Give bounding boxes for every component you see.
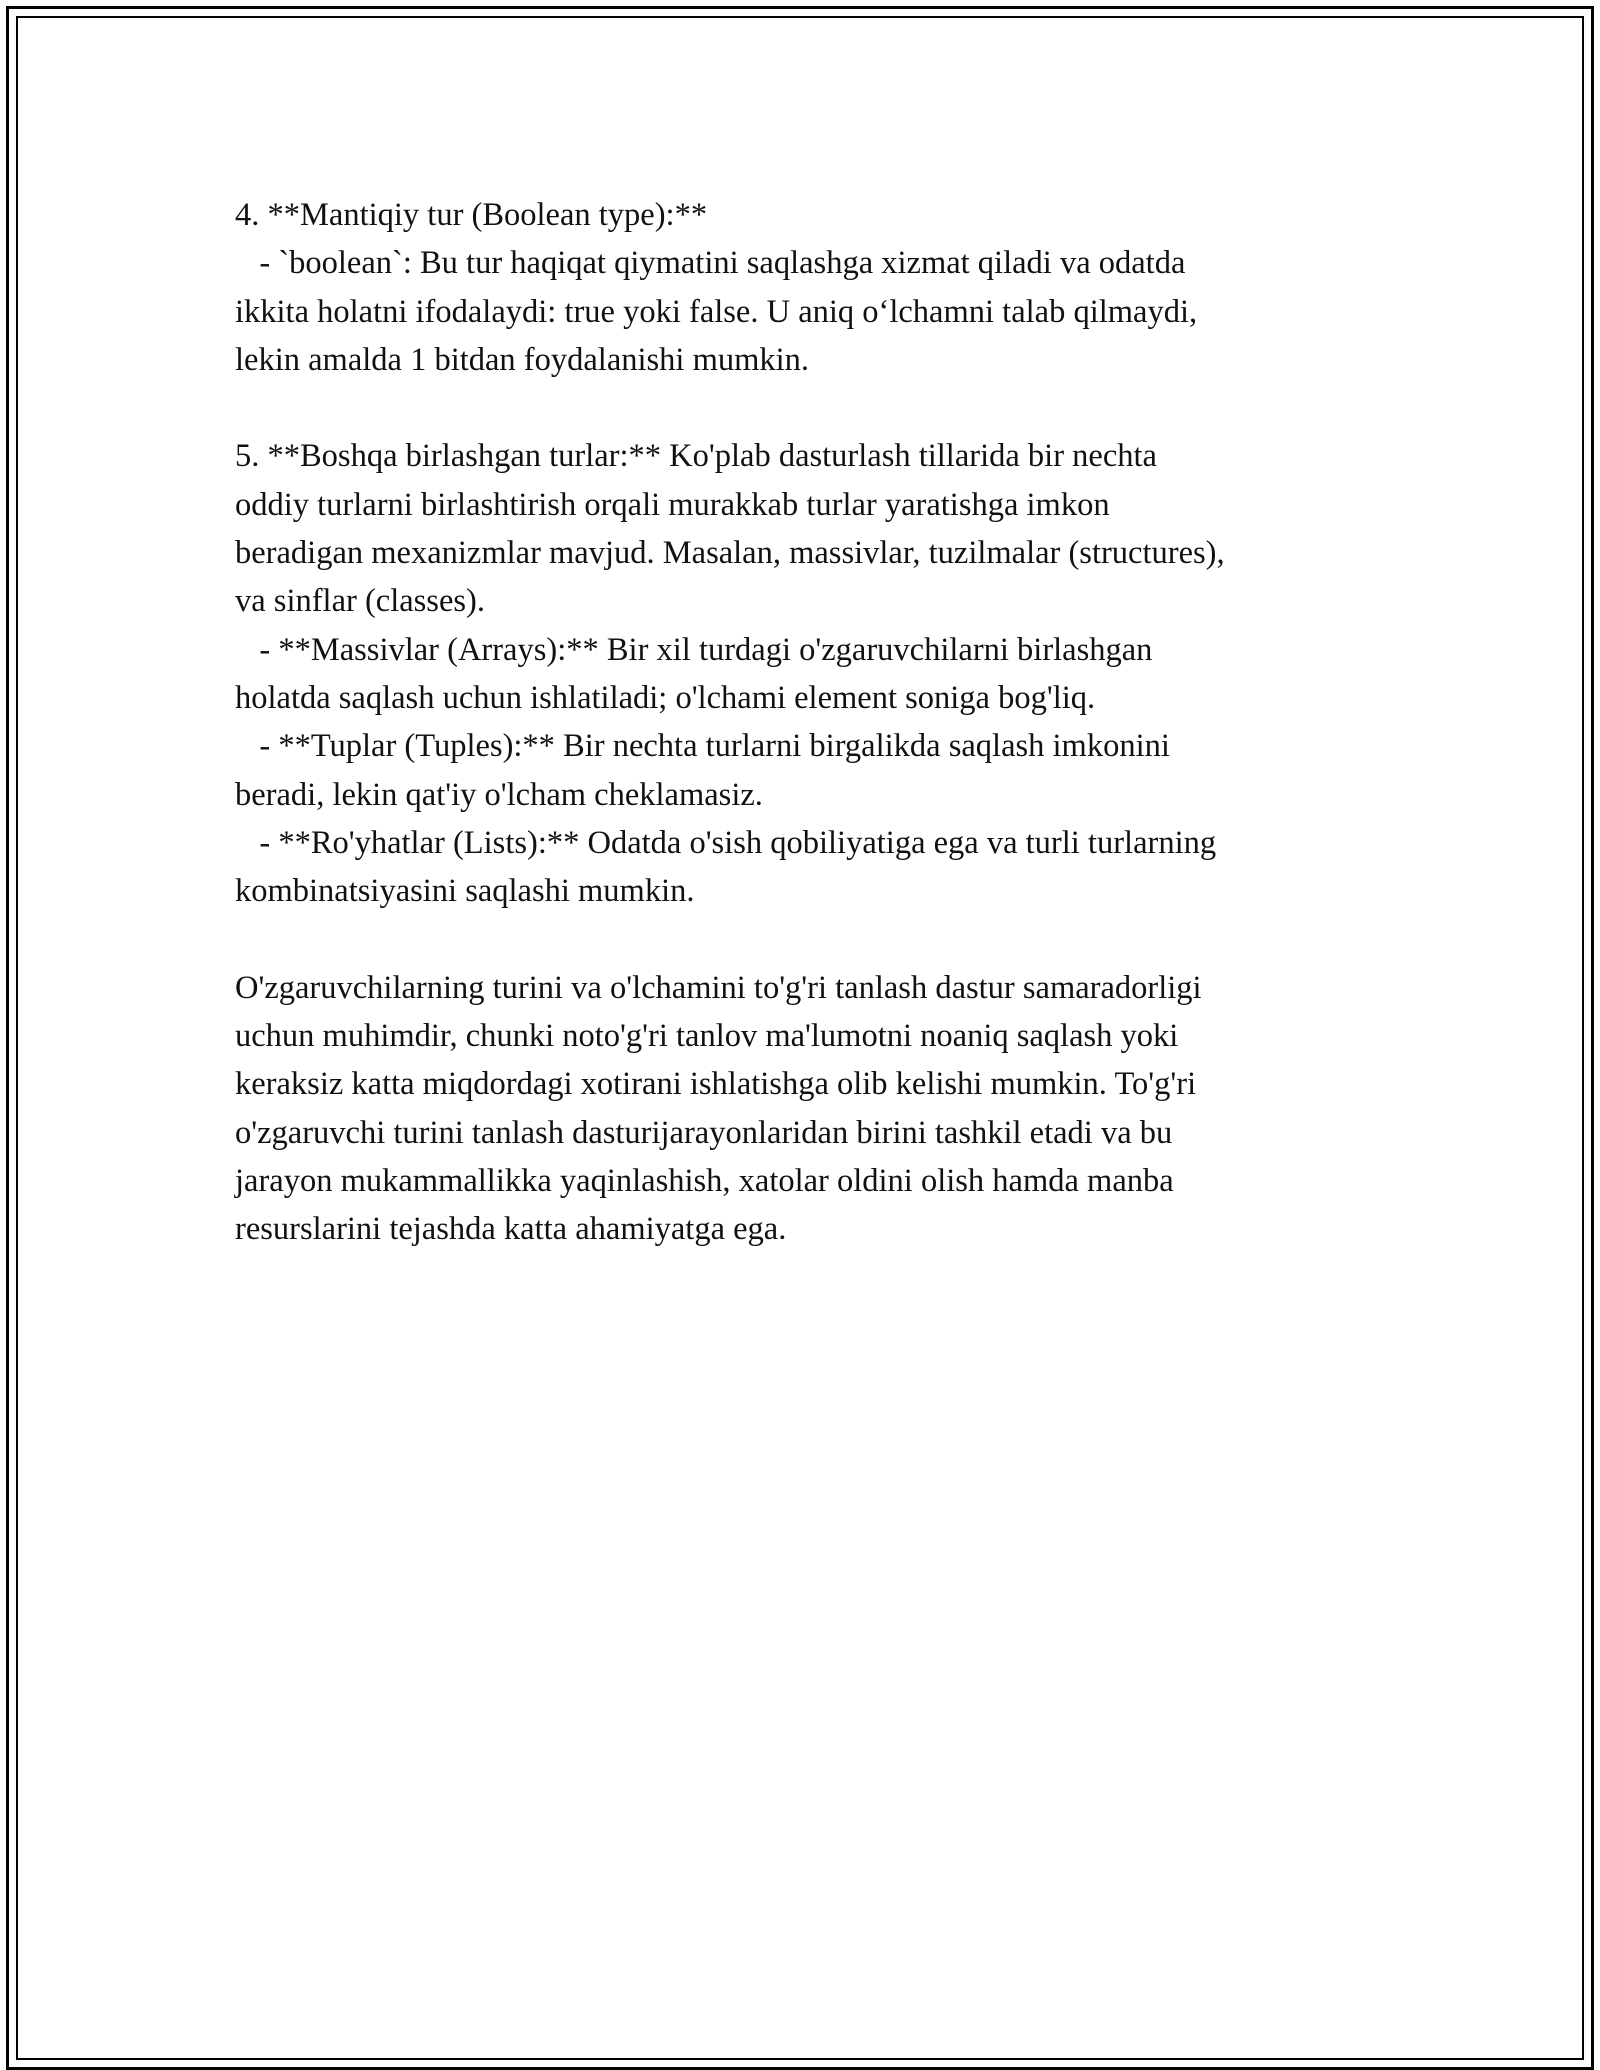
- paragraph-line: beradigan mexanizmlar mavjud. Masalan, massivlar, tuzilmalar (structures),: [235, 535, 1225, 572]
- paragraph-line: beradi, lekin qat'iy o'lcham cheklamasiz.: [235, 776, 763, 813]
- paragraph-line: holatda saqlash uchun ishlatiladi; o'lchami element soniga bog'liq.: [235, 679, 1096, 716]
- list-item-arrays: - **Massivlar (Arrays):** Bir xil turdagi o'zgaruvchilarni birlashgan: [235, 631, 1153, 668]
- paragraph-line: O'zgaruvchilarning turini va o'lchamini to'g'ri tanlash dastur samaradorligi: [235, 969, 1202, 1006]
- paragraph-line: kombinatsiyasini saqlashi mumkin.: [235, 873, 695, 910]
- paragraph-line: resurslarini tejashda katta ahamiyatga ega.: [235, 1211, 787, 1248]
- paragraph-spacer: [235, 384, 1395, 432]
- section-boolean-type: [235, 191, 1395, 384]
- paragraph-line: lekin amalda 1 bitdan foydalanishi mumkin.: [235, 341, 810, 378]
- paragraph-line: va sinflar (classes).: [235, 583, 485, 620]
- paragraph-line: o'zgaruvchi turini tanlash dasturijarayonlaridan birini tashkil etadi va bu: [235, 1114, 1173, 1151]
- paragraph-line: - `boolean`: Bu tur haqiqat qiymatini saqlashga xizmat qiladi va odatda: [235, 245, 1186, 282]
- paragraph-line: jarayon mukammallikka yaqinlashish, xatolar oldini olish hamda manba: [235, 1162, 1174, 1199]
- list-item-lists: - **Ro'yhatlar (Lists):** Odatda o'sish qobiliyatiga ega va turli turlarning: [235, 824, 1217, 861]
- section-heading: 5. **Boshqa birlashgan turlar:** Ko'plab dasturlash tillarida bir nechta: [235, 438, 1157, 475]
- paragraph-line: uchun muhimdir, chunki noto'g'ri tanlov ma'lumotni noaniq saqlash yoki: [235, 1018, 1179, 1055]
- paragraph-line: keraksiz katta miqdordagi xotirani ishlatishga olib kelishi mumkin. To'g'ri: [235, 1066, 1197, 1103]
- paragraph-line: ikkita holatni ifodalaydi: true yoki false. U aniq o‘lchamni talab qilmaydi,: [235, 293, 1198, 330]
- section-heading: 4. **Mantiqiy tur (Boolean type):**: [235, 197, 708, 233]
- document-body: [235, 191, 1395, 1254]
- section-composite-types: [235, 432, 1395, 915]
- paragraph-line: oddiy turlarni birlashtirish orqali murakkab turlar yaratishga imkon: [235, 486, 1110, 523]
- paragraph-spacer: [235, 915, 1395, 963]
- section-conclusion: [235, 964, 1395, 1254]
- list-item-tuples: - **Tuplar (Tuples):** Bir nechta turlarni birgalikda saqlash imkonini: [235, 728, 1170, 765]
